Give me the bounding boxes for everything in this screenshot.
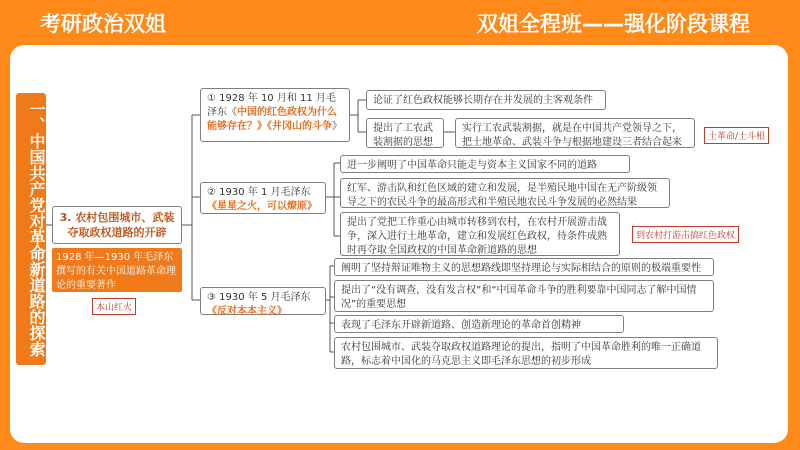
main-topic-subtitle: 1928 年—1930 年毛泽东撰写的有关中国道路革命理论的重要著作 [52, 248, 182, 292]
branch-2-item-1: 进一步阐明了中国革命只能走与资本主义国家不同的道路 [340, 155, 630, 173]
branch-3-item-4: 农村包围城市、武装夺取政权道路理论的提出，指明了中国革命胜利的唯一正确道路，标志着中国化的马克思主义即毛泽东思想的初步形成 [334, 337, 718, 369]
branch-1-item-2: 提出了工农武装割据的思想 [366, 118, 444, 148]
seal-stamp-2: 土革命/土斗根 [704, 127, 769, 144]
branch-1-label-pre: ① 1928 年 10 月和 11 月毛泽东《 [207, 93, 336, 118]
branch-1-label [200, 88, 350, 142]
branch-3-item-3: 表现了毛泽东开辟新道路、创造新理论的革命首创精神 [334, 315, 624, 333]
branch-2-label-pre: ② 1930 年 1 月毛泽东 [207, 187, 311, 198]
branch-1-label-post: 》 [332, 121, 342, 132]
branch-1-work-title: 中国的红色政权为什么能够存在？》《井冈山的斗争 [207, 107, 337, 132]
branch-3-label-pre: ③ 1930 年 5 月毛泽东 [207, 292, 311, 303]
course-title: 双姐全程班——强化阶段课程 [477, 12, 750, 36]
seal-stamp-3: 到农村打游击搞红色政权 [632, 226, 739, 243]
branch-2-item-3: 提出了党把工作重心由城市转移到农村，在农村开展游击战争，深入进行土地革命，建立和发展红色政权，待条件成熟时再夺取全国政权的中国革命新道路的思想 [340, 212, 620, 256]
branch-2-label [200, 182, 326, 214]
branch-1-item-3: 实行工农武装割据，就是在中国共产党领导之下，把土地革命、武装斗争与根据地建设三者结合起来 [455, 118, 695, 148]
branch-2-work-title: 《星星之火，可以燎原》 [207, 201, 317, 212]
branch-3-label [200, 287, 326, 315]
branch-3-work-title: 《反对本本主义》 [207, 306, 287, 317]
section-side-title: 一、中国共产党对革命新道路的探索 [16, 93, 46, 365]
branch-2-item-2: 红军、游击队和红色区域的建立和发展，是半殖民地中国在无产阶级领导之下的农民斗争的最高形式和半殖民地农民斗争发展的必然结果 [340, 178, 670, 208]
branch-3-item-2: 提出了“没有调查，没有发言权”和“中国革命斗争的胜利要靠中国同志了解中国情况”的重要思想 [334, 280, 714, 312]
main-topic-node: 3. 农村包围城市、武装夺取政权道路的开辟 [52, 206, 182, 244]
branch-3-item-1: 阐明了坚持辩证唯物主义的思想路线即坚持理论与实际相结合的原则的极端重要性 [334, 258, 714, 276]
branch-1-item-1: 论证了红色政权能够长期存在并发展的主客观条件 [366, 90, 606, 110]
seal-stamp-1: 本山红火 [92, 298, 136, 315]
channel-title: 考研政治双姐 [40, 12, 166, 36]
